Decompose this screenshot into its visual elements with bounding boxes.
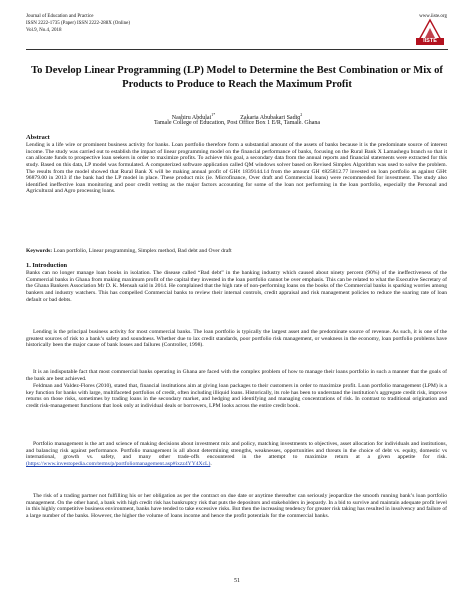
affiliation: Tamale College of Education, Post Office Box 1 E/R, Tamale. Ghana — [153, 120, 321, 126]
keywords-label: Keywords: — [26, 248, 53, 254]
abstract-text: Lending is a life wire or prominent business activity for banks. Loan portfolio therefore form a substantial amount of the assets of banks because it is the predominate source of interest income. The study was carried out to establish the impact of linear programming model on the financial performance of banks, focusing on the Rural Bank X Lamashegu branch so that it can allocate funds to prospective loan seekers in order to maximize profits. To achieve this goal, a secondary data from the annual reports and financial statements were extracted for this study. Based on this data, LP model was formulated. A computerized software application called QM windows solver based on Revised Simplex Algorithm was used to solve the problem. The results from the model showed that Rural Bank X will be making annual profit of GH¢ 1839144.14 from the amount GH ¢825812.77 invested on loan portfolio as against GH¢ 96879.00 in 2013 if the bank had the LP model in place. These product mix (ie. Microfinance, Over draft and Commercial loans) were recommended for investment. The study also identified ineffective loan monitoring and poor credit vetting as the major factors accounting for some of the loan not performing in the loan portfolio, especially the Personal and Agricultural and Agro processing loans. — [26, 142, 447, 195]
paper-title: To Develop Linear Programming (LP) Model to Determine the Best Combination or Mix of Products to Produce to Reach the Maximum Profit — [31, 65, 443, 90]
link-period: . — [210, 460, 212, 467]
keywords — [26, 248, 447, 255]
author-2-sup: 2 — [300, 112, 303, 117]
iiste-logo — [413, 14, 447, 46]
intro-paragraph-5-text: Portfolio management is the art and science of making decisions about investment mix and policy, matching investments to objectives, asset allocation for individuals and institutions, and balancing risk against performance. Portfolio management is all about determining strengths, weaknesses, opportunities and threats in the choice of debt vs. equity, domestic vs international, growth vs. safety, and many other trade-offs encountered in the attempt to maximize return at a given appetite for risk. — [26, 441, 447, 461]
keywords-text: Loan portfolio, Linear programming, Simplex method, Bad debt and Over draft — [52, 248, 232, 254]
iiste-logo-text: IISTE — [423, 38, 437, 44]
investopedia-link[interactable]: (https://www.investopedia.com/terms/p/portfoliomanagement.asp#ixzz4YY4XcL) — [26, 460, 211, 467]
journal-issn: ISSN 2222-1735 (Paper) ISSN 2222-288X (Online) — [26, 21, 131, 26]
page-number: 51 — [234, 578, 240, 584]
intro-paragraph-2: Lending is the principal business activity for most commercial banks. The loan portfolio is typically the largest asset and the predominate source of revenue. As such, it is one of the greatest sources of risk to a bank’s safety and soundness. Whether due to lax credit standards, poor portfolio risk management, or weakness in the economy, loan portfolio problems have historically been the major cause of bank losses and failures (Controller, 1998). — [26, 329, 447, 349]
author-2: Zakaria Abubakari Sadiq — [240, 115, 301, 121]
intro-paragraph-6: The risk of a trading partner not fulfilling his or her obligation as per the contract on due date or anytime thereafter can seriously jeopardize the smooth running bank’s loan portfolio management. On the other hand, a bank with high credit risk has bankruptcy risk that puts the depositors and stakeholders in jeopardy. In a bid to survive and maintain adequate profit level in this highly competitive business environment, banks have tended to take excessive risks. But then the increasing tendency for greater risk taking has resulted in insolvency and failure of a large number of the banks. However, the higher the volume of loans income and hence the profit potentials for the commercial banks. — [26, 493, 447, 519]
abstract-heading: Abstract — [26, 134, 50, 141]
author-1: Nashiru Abdulai — [171, 115, 212, 121]
intro-paragraph-4: Feldman and Valdez-Flores (2010), stated that, financial institutions aim at giving loan packages to their customers in order to maximize profit. Loan portfolio management (LPM) is a key function for banks with large, multifaceted portfolios of credit, often including illiquid loans. Historically, its role has been to understand the institution’s aggregate credit risk, improve returns on those risks, sometimes by trading loans in the secondary market, and hedging and identifying and managing concentrations of risk. In contrast to traditional origination and credit risk-management functions that look only at individual deals or borrowers, LPM looks across the entire credit book. — [26, 383, 447, 409]
introduction-heading: 1. Introduction — [26, 262, 68, 269]
intro-paragraph-3: It is an indisputable fact that most commercial banks operating in Ghana are faced with the complex problem of how to manage their loans portfolio in such a manner that the goals of the bank are best achieved. — [26, 369, 447, 382]
intro-paragraph-1: Banks can no longer manage loan books in isolation. The disease called “Bad debt” in the banking industry which caused about ninety percent (90%) of the ineffectiveness of the Commercial banks in Ghana from making maximum profit of the capital they invested in the loan portfolio cannot be over emphasis. This can be related to what the Executive Secretary of the Ghana Bankers Association Mr D. K. Mensah said in 2014. He complained that the high rate of non-performing loans on the books of the Commercial banks is sparking worries among bankers and industry watchers. This has compelled Commercial banks to review their internal controls, credit appraisal and risk management policies to reduce the soaring rate of loan default or bad debts. — [26, 270, 447, 303]
journal-volume: Vol.9, No.4, 2018 — [26, 28, 62, 33]
intro-paragraph-5 — [26, 441, 447, 468]
header-divider — [26, 49, 448, 50]
author-1-sup: 1* — [211, 112, 216, 117]
journal-site: www.iiste.org — [419, 14, 447, 19]
journal-name: Journal of Education and Practice — [26, 14, 94, 19]
